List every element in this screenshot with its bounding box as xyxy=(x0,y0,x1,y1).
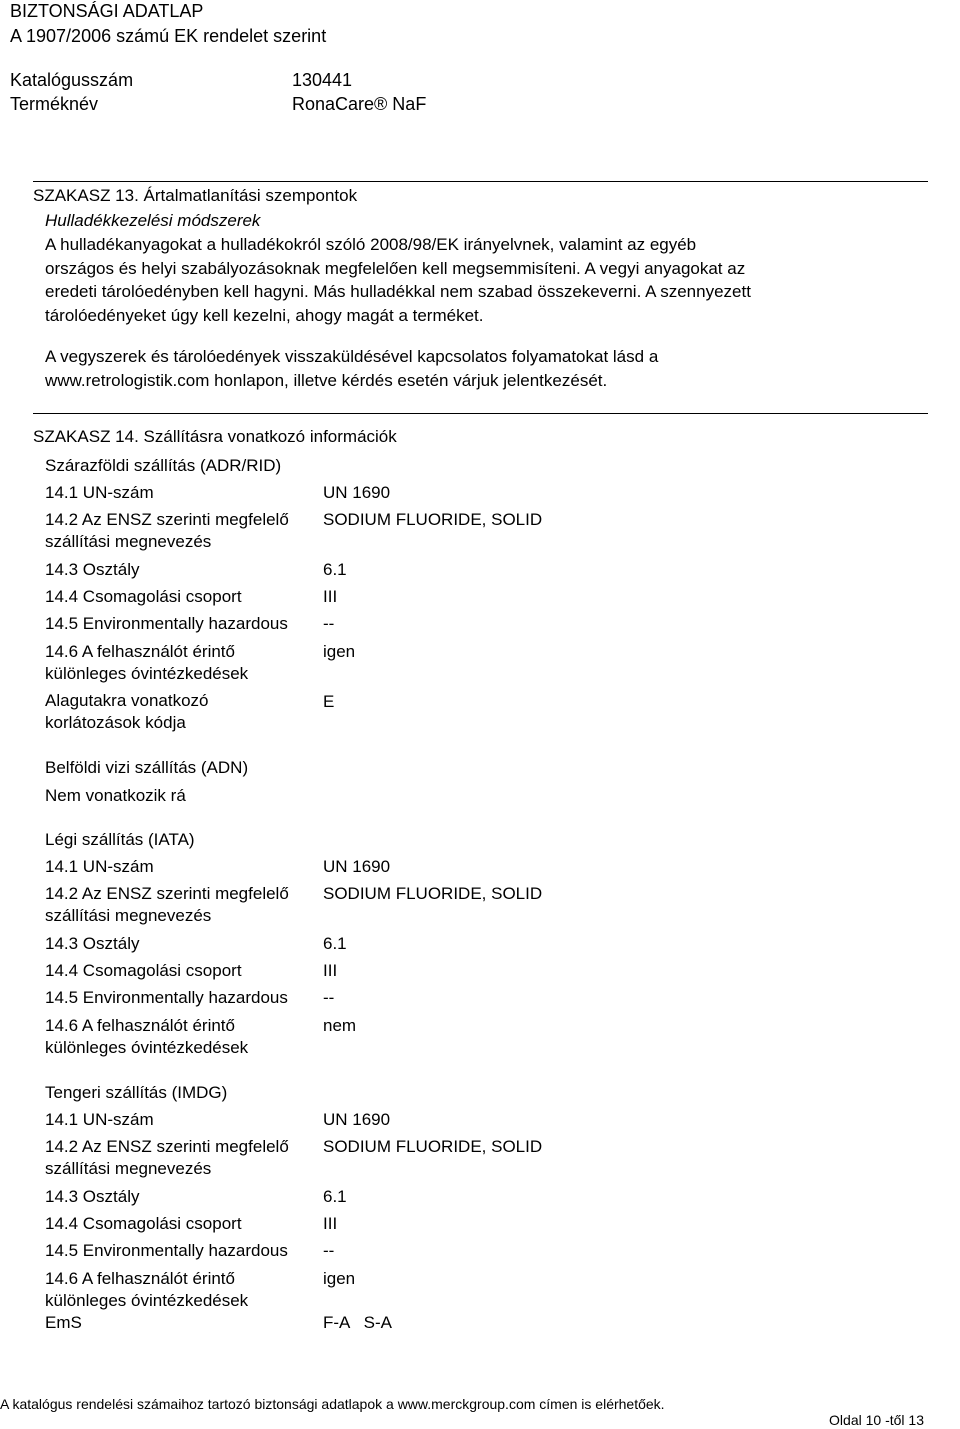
section13-paragraph-2 xyxy=(45,345,658,392)
imdg-shipping-name-value: SODIUM FLUORIDE, SOLID xyxy=(323,1137,543,1156)
iata-precautions-value: nem xyxy=(323,1016,357,1035)
adr-un-number-value: UN 1690 xyxy=(323,483,391,502)
iata-class-value: 6.1 xyxy=(323,934,347,953)
imdg-precautions-label: 14.6 A felhasználót érintő különleges óvintézkedések xyxy=(45,1269,249,1310)
imdg-class-label: 14.3 Osztály xyxy=(45,1187,140,1206)
document-title: BIZTONSÁGI ADATLAP xyxy=(10,1,204,21)
iata-env-hazard-value: -- xyxy=(323,988,335,1007)
text-line: A vegyszerek és tárolóedények visszaküldésével kapcsolatos folyamatokat lásd a xyxy=(45,347,659,366)
iata-class-label: 14.3 Osztály xyxy=(45,934,140,953)
imdg-heading: Tengeri szállítás (IMDG) xyxy=(45,1083,228,1102)
catalog-label: Katalógusszám xyxy=(10,70,134,90)
adr-un-number-label: 14.1 UN-szám xyxy=(45,483,154,502)
imdg-precautions-value: igen xyxy=(323,1269,356,1288)
imdg-env-hazard-label: 14.5 Environmentally hazardous xyxy=(45,1241,288,1260)
imdg-packing-group-value: III xyxy=(323,1214,338,1233)
adr-env-hazard-label: 14.5 Environmentally hazardous xyxy=(45,614,288,633)
iata-packing-group-value: III xyxy=(323,961,338,980)
imdg-ems-label: EmS xyxy=(45,1313,82,1332)
text-line: tárolóedényeket úgy kell kezelni, ahogy magát a terméket. xyxy=(45,306,484,326)
adr-shipping-name-value: SODIUM FLUORIDE, SOLID xyxy=(323,510,543,529)
iata-shipping-name-label: 14.2 Az ENSZ szerinti megfelelő szállítási megnevezés xyxy=(45,884,289,925)
section13-title: SZAKASZ 13. Ártalmatlanítási szempontok xyxy=(33,186,358,205)
adn-text: Nem vonatkozik rá xyxy=(45,786,186,805)
text-line: eredeti tárolóedényben kell hagyni. Más hulladékkal nem szabad összekeverni. A szennyezett xyxy=(45,282,751,302)
iata-shipping-name-value: SODIUM FLUORIDE, SOLID xyxy=(323,884,543,903)
section14-divider xyxy=(33,413,928,414)
iata-precautions-label: 14.6 A felhasználót érintő különleges óvintézkedések xyxy=(45,1016,249,1057)
footer-note: A katalógus rendelési számaihoz tartozó biztonsági adatlapok a www.merckgroup.com címen is elérhetőek. xyxy=(0,1396,665,1412)
imdg-un-number-value: UN 1690 xyxy=(323,1110,391,1129)
imdg-packing-group-label: 14.4 Csomagolási csoport xyxy=(45,1214,242,1233)
imdg-class-value: 6.1 xyxy=(323,1187,347,1206)
page-number: Oldal 10 -től 13 xyxy=(829,1412,924,1428)
iata-heading: Légi szállítás (IATA) xyxy=(45,830,195,849)
adr-class-label: 14.3 Osztály xyxy=(45,560,140,579)
adr-class-value: 6.1 xyxy=(323,560,347,579)
adr-precautions-label: 14.6 A felhasználót érintő különleges óvintézkedések xyxy=(45,642,249,683)
imdg-ems-value: F-A S-A xyxy=(323,1313,392,1332)
catalog-value: 130441 xyxy=(292,70,353,90)
imdg-shipping-name-label: 14.2 Az ENSZ szerinti megfelelő szállítási megnevezés xyxy=(45,1137,289,1178)
adr-tunnel-code-label: Alagutakra vonatkozó korlátozások kódja xyxy=(45,691,209,732)
imdg-env-hazard-value: -- xyxy=(323,1241,335,1260)
adr-packing-group-label: 14.4 Csomagolási csoport xyxy=(45,587,242,606)
iata-un-number-value: UN 1690 xyxy=(323,857,391,876)
section13-subtitle: Hulladékkezelési módszerek xyxy=(45,211,261,230)
iata-packing-group-label: 14.4 Csomagolási csoport xyxy=(45,961,242,980)
product-value: RonaCare® NaF xyxy=(292,94,427,114)
iata-env-hazard-label: 14.5 Environmentally hazardous xyxy=(45,988,288,1007)
adr-heading: Szárazföldi szállítás (ADR/RID) xyxy=(45,456,282,475)
adr-shipping-name-label: 14.2 Az ENSZ szerinti megfelelő szállítási megnevezés xyxy=(45,510,289,551)
adn-heading: Belföldi vizi szállítás (ADN) xyxy=(45,758,249,777)
text-line: országos és helyi szabályozásoknak megfelelően kell megsemmisíteni. A vegyi anyagokat az xyxy=(45,258,746,278)
iata-un-number-label: 14.1 UN-szám xyxy=(45,857,154,876)
adr-packing-group-value: III xyxy=(323,587,338,606)
text-line: www.retrologistik.com honlapon, illetve kérdés esetén várjuk jelentkezését. xyxy=(45,370,608,390)
imdg-un-number-label: 14.1 UN-szám xyxy=(45,1110,154,1129)
section14-title: SZAKASZ 14. Szállításra vonatkozó információk xyxy=(33,427,397,446)
document-subtitle: A 1907/2006 számú EK rendelet szerint xyxy=(10,26,327,46)
adr-precautions-value: igen xyxy=(323,642,356,661)
section13-paragraph-1 xyxy=(45,233,751,328)
section13-divider xyxy=(33,181,928,182)
adr-tunnel-code-value: E xyxy=(323,692,335,711)
adr-env-hazard-value: -- xyxy=(323,614,335,633)
text-line: A hulladékanyagokat a hulladékokról szóló 2008/98/EK irányelvnek, valamint az egyéb xyxy=(45,235,697,254)
product-label: Terméknév xyxy=(10,94,99,114)
